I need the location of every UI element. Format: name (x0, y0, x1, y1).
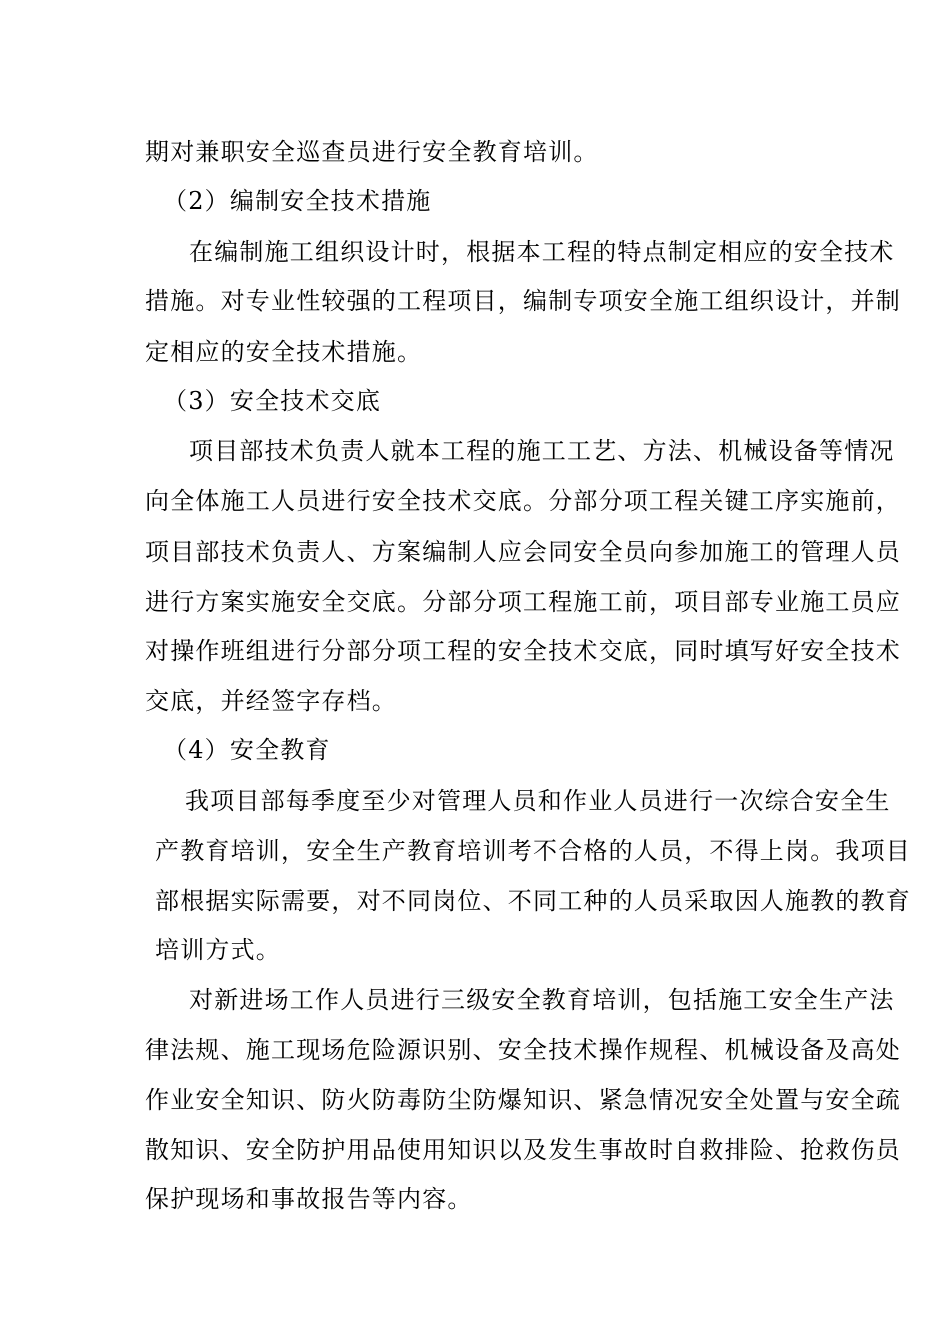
text-line: 进行方案实施安全交底。分部分项工程施工前，项目部专业施工员应 (145, 588, 901, 616)
text-line: 作业安全知识、防火防毒防尘防爆知识、紧急情况安全处置与安全疏 (145, 1086, 901, 1114)
text-line: 项目部技术负责人、方案编制人应会同安全员向参加施工的管理人员 (145, 538, 901, 566)
text-line: 部根据实际需要，对不同岗位、不同工种的人员采取因人施教的教育 (155, 887, 911, 915)
text-line: 律法规、施工现场危险源识别、安全技术操作规程、机械设备及高处 (145, 1036, 901, 1064)
text-line: 培训方式。 (155, 936, 281, 964)
text-line: 保护现场和事故报告等内容。 (145, 1185, 473, 1213)
text-line: 措施。对专业性较强的工程项目，编制专项安全施工组织设计，并制 (145, 287, 901, 315)
text-line: 期对兼职安全巡查员进行安全教育培训。 (145, 138, 599, 166)
text-line: 对操作班组进行分部分项工程的安全技术交底，同时填写好安全技术 (145, 637, 901, 665)
text-line: 向全体施工人员进行安全技术交底。分部分项工程关键工序实施前， (145, 487, 901, 515)
text-line: 散知识、安全防护用品使用知识以及发生事故时自救排险、抢救伤员 (145, 1136, 901, 1164)
text-line: 定相应的安全技术措施。 (145, 338, 423, 366)
text-line: 产教育培训，安全生产教育培训考不合格的人员，不得上岗。我项目 (155, 837, 911, 865)
text-line: 在编制施工组织设计时，根据本工程的特点制定相应的安全技术 (189, 238, 895, 266)
section-heading: （4）安全教育 (163, 736, 331, 764)
section-heading: （3）安全技术交底 (163, 387, 382, 415)
text-line: 交底，并经签字存档。 (145, 687, 397, 715)
section-heading: （2）编制安全技术措施 (163, 187, 432, 215)
text-line: 我项目部每季度至少对管理人员和作业人员进行一次综合安全生 (185, 787, 891, 815)
text-line: 对新进场工作人员进行三级安全教育培训，包括施工安全生产法 (189, 986, 895, 1014)
text-line: 项目部技术负责人就本工程的施工工艺、方法、机械设备等情况 (189, 437, 895, 465)
